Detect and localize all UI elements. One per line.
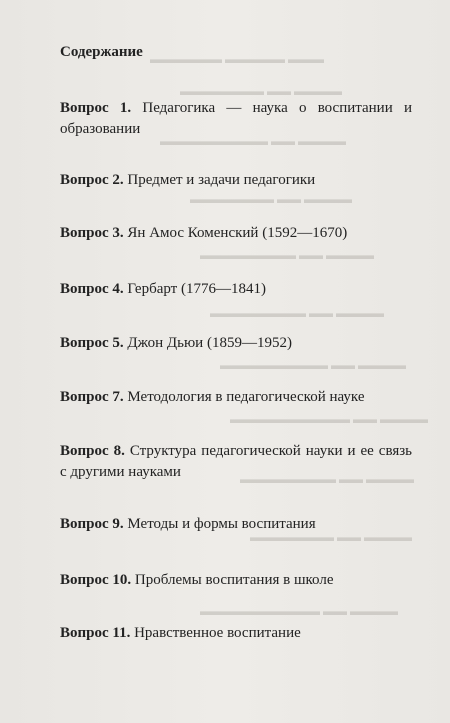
toc-entry-label: Вопрос 1. bbox=[60, 100, 132, 116]
toc-entry[interactable] bbox=[60, 387, 412, 408]
toc-entry[interactable] bbox=[60, 98, 412, 140]
bleed-through-text: ▬▬▬▬ ▬▬ ▬▬▬▬▬▬▬ bbox=[250, 530, 412, 544]
toc-entry[interactable] bbox=[60, 441, 412, 483]
toc-entry-text: Предмет и задачи педагогики bbox=[127, 172, 316, 188]
toc-entry-label: Вопрос 10. bbox=[60, 572, 132, 588]
bleed-through-text: ▬▬▬▬ ▬▬ ▬▬▬▬▬▬▬▬▬ bbox=[220, 358, 406, 372]
toc-entry-label: Вопрос 9. bbox=[60, 516, 124, 532]
bleed-through-text: ▬▬▬▬ ▬▬ ▬▬▬▬▬▬▬▬ bbox=[200, 248, 374, 262]
bleed-through-text: ▬▬▬▬ ▬▬ ▬▬▬▬▬▬▬ bbox=[180, 84, 342, 98]
toc-entry[interactable] bbox=[60, 623, 412, 644]
toc-entry[interactable] bbox=[60, 223, 412, 244]
bleed-through-text: ▬▬▬▬ ▬▬ ▬▬▬▬▬▬▬▬ bbox=[210, 306, 384, 320]
toc-entry[interactable] bbox=[60, 279, 412, 300]
bleed-through-text: ▬▬▬▬ ▬▬ ▬▬▬▬▬▬▬▬ bbox=[240, 472, 414, 486]
toc-entry-text: Гербарт (1776—1841) bbox=[127, 281, 266, 297]
toc-entry-text: Ян Амос Коменский (1592—1670) bbox=[127, 225, 348, 241]
toc-entry[interactable] bbox=[60, 570, 412, 591]
toc-entry[interactable] bbox=[60, 514, 412, 535]
toc-entry-text: Методы и формы воспитания bbox=[127, 516, 316, 532]
bleed-through-text: ▬▬▬▬ ▬▬ ▬▬▬▬▬▬▬▬▬▬ bbox=[200, 604, 398, 618]
toc-entry-label: Вопрос 8. bbox=[60, 443, 125, 459]
toc-entry-label: Вопрос 4. bbox=[60, 281, 124, 297]
toc-entry-text: Нравственное воспитание bbox=[134, 625, 301, 641]
toc-entry-text: Методология в педагогической науке bbox=[127, 389, 365, 405]
toc-entry-text: Структура педагогической науки и ее связь с другими науками bbox=[60, 443, 412, 480]
toc-entry-label: Вопрос 7. bbox=[60, 389, 124, 405]
toc-entry-label: Вопрос 3. bbox=[60, 225, 124, 241]
toc-entry-text: Проблемы воспитания в школе bbox=[134, 572, 334, 588]
toc-entry-label: Вопрос 5. bbox=[60, 335, 124, 351]
bleed-through-text: ▬▬▬▬ ▬▬ ▬▬▬▬▬▬▬▬▬▬ bbox=[230, 412, 428, 426]
bleed-through-text: ▬▬▬ ▬▬▬▬▬ ▬▬▬▬▬▬ bbox=[150, 52, 324, 66]
toc-entry[interactable] bbox=[60, 170, 412, 191]
contents-heading: Содержание bbox=[60, 44, 143, 60]
bleed-through-text: ▬▬▬▬ ▬▬ ▬▬▬▬▬▬▬ bbox=[190, 192, 352, 206]
toc-entry-text: Джон Дьюи (1859—1952) bbox=[127, 335, 292, 351]
toc-entry-label: Вопрос 2. bbox=[60, 172, 124, 188]
toc-entry-text: Педагогика — наука о воспитании и образовании bbox=[60, 100, 412, 137]
bleed-through-text: ▬▬▬▬ ▬▬ ▬▬▬▬▬▬▬▬▬ bbox=[160, 134, 346, 148]
toc-entry[interactable] bbox=[60, 333, 412, 354]
toc-entry-label: Вопрос 11. bbox=[60, 625, 131, 641]
